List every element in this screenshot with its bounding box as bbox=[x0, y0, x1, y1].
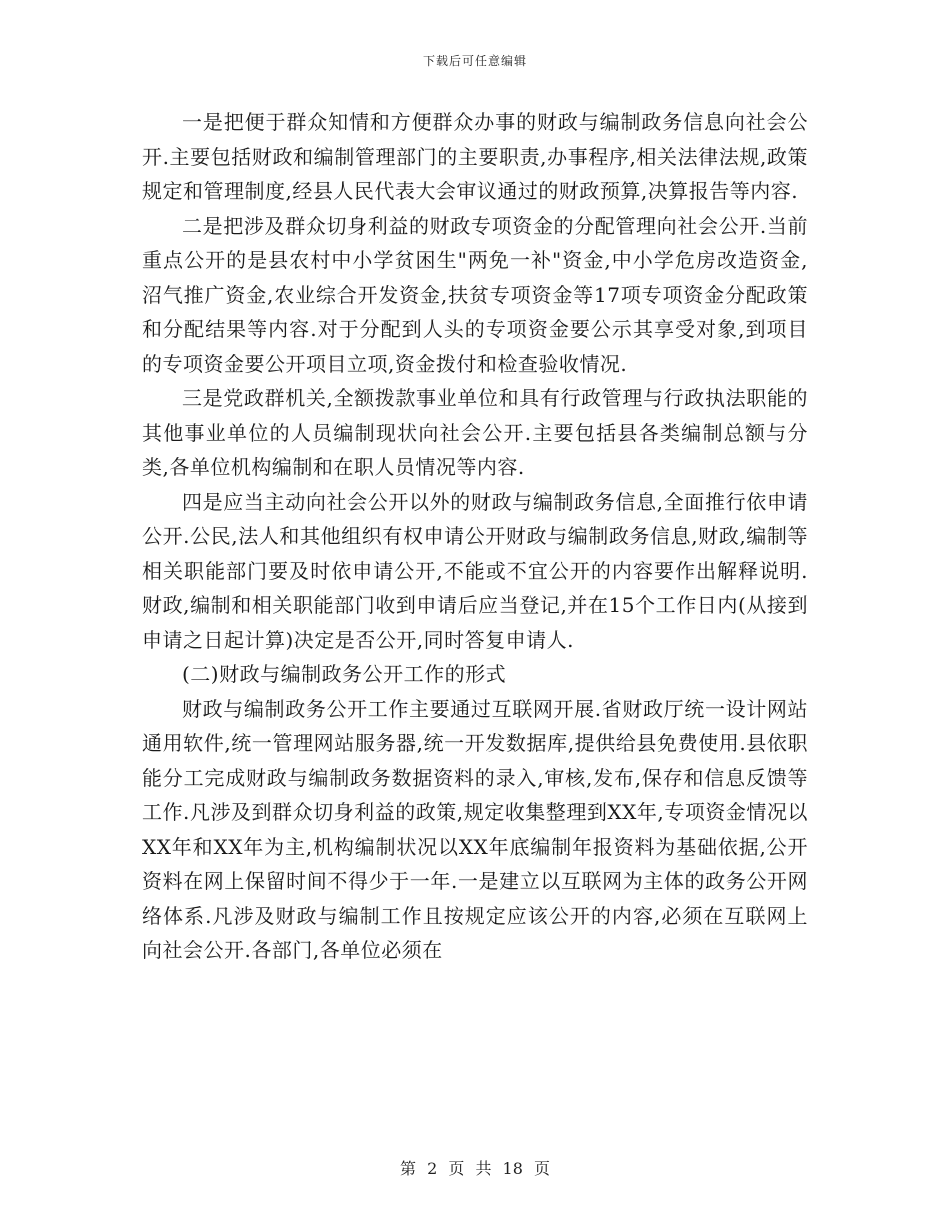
paragraph-3: 三是党政群机关,全额拨款事业单位和具有行政管理与行政执法职能的其他事业单位的人员编制现状向社会公开.主要包括县各类编制总额与分类,各单位机构编制和在职人员情况等内容. bbox=[142, 386, 808, 479]
paragraph-4: 四是应当主动向社会公开以外的财政与编制政务信息,全面推行依申请公开.公民,法人和其他组织有权申请公开财政与编制政务信息,财政,编制等相关职能部门要及时依申请公开,不能或不宜公开的内容要作出解释说明.财政,编制和相关职能部门收到申请后应当登记,并在15个工作日内(从接到申请之日起计算)决定是否公开,同时答复申请人. bbox=[142, 489, 808, 652]
section-heading: (二)财政与编制政务公开工作的形式 bbox=[182, 662, 507, 686]
paragraph-5: 财政与编制政务公开工作主要通过互联网开展.省财政厅统一设计网站通用软件,统一管理网站服务器,统一开发数据库,提供给县免费使用.县依职能分工完成财政与编制政务数据资料的录入,审核,发布,保存和信息反馈等工作.凡涉及到群众切身利益的政策,规定收集整理到XX年,专项资金情况以XX年和XX年为主,机构编制状况以XX年底编制年报资料为基础依据,公开资料在网上保留时间不得少于一年.一是建立以互联网为主体的政务公开网络体系.凡涉及财政与编制工作且按规定应该公开的内容,必须在互联网上向社会公开.各部门,各单位必须在 bbox=[142, 696, 808, 962]
page-header-note: 下载后可任意编辑 bbox=[422, 54, 527, 68]
document-body bbox=[142, 105, 808, 968]
page-number-footer: 第 2 页 共 18 页 bbox=[400, 1159, 550, 1178]
paragraph-1: 一是把便于群众知情和方便群众办事的财政与编制政务信息向社会公开.主要包括财政和编制管理部门的主要职责,办事程序,相关法律法规,政策规定和管理制度,经县人民代表大会审议通过的财政预算,决算报告等内容. bbox=[142, 110, 808, 203]
paragraph-2: 二是把涉及群众切身利益的财政专项资金的分配管理向社会公开.当前重点公开的是县农村中小学贫困生"两免一补"资金,中小学危房改造资金,沼气推广资金,农业综合开发资金,扶贫专项资金等17项专项资金分配政策和分配结果等内容.对于分配到人头的专项资金要公示其享受对象,到项目的专项资金要公开项目立项,资金拨付和检查验收情况. bbox=[142, 213, 808, 376]
